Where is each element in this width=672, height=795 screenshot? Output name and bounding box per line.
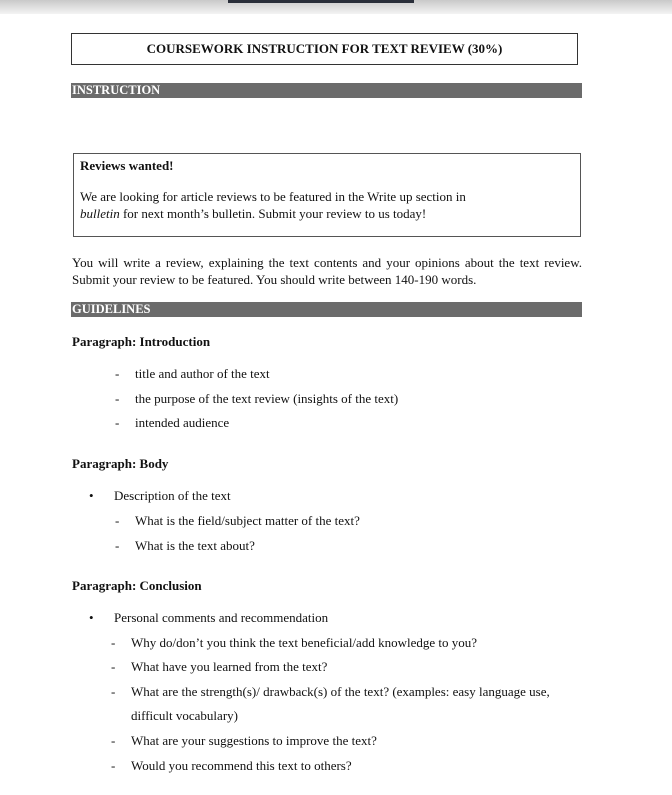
conclusion-item-2: What have you learned from the text? bbox=[131, 659, 328, 674]
dash-mark: - bbox=[115, 538, 120, 553]
body-item-2: What is the text about? bbox=[135, 538, 255, 553]
body-bullet: Description of the text bbox=[114, 488, 231, 503]
intro-paragraph: You will write a review, explaining the text contents and your opinions about the text review. Submit your review to be featured. You should write between 140-190 words. bbox=[72, 255, 582, 287]
dash-mark: - bbox=[111, 684, 116, 699]
bullet-mark: • bbox=[89, 610, 94, 625]
conclusion-bullet: Personal comments and recommendation bbox=[114, 610, 329, 625]
viewer-top-bar bbox=[228, 0, 414, 3]
conclusion-item-4: What are your suggestions to improve the text? bbox=[131, 733, 377, 748]
dash-mark: - bbox=[115, 415, 120, 430]
document-title: COURSEWORK INSTRUCTION FOR TEXT REVIEW (30%) bbox=[71, 33, 578, 65]
notice-line-1: We are looking for article reviews to be featured in the Write up section in bbox=[80, 189, 466, 204]
bullet-mark: • bbox=[89, 488, 94, 503]
notice-italic-word: bulletin bbox=[80, 206, 120, 221]
dash-mark: - bbox=[111, 733, 116, 748]
heading-body: Paragraph: Body bbox=[72, 456, 169, 471]
section-guidelines: GUIDELINES bbox=[71, 302, 582, 317]
dash-mark: - bbox=[111, 659, 116, 674]
heading-introduction: Paragraph: Introduction bbox=[72, 334, 211, 349]
notice-line-2 bbox=[80, 205, 574, 222]
dash-mark: - bbox=[115, 391, 120, 406]
intro-item-2: the purpose of the text review (insights of the text) bbox=[135, 391, 399, 406]
heading-conclusion: Paragraph: Conclusion bbox=[72, 578, 202, 593]
dash-mark: - bbox=[111, 758, 116, 773]
reviews-wanted-box bbox=[73, 153, 581, 237]
notice-line-2-rest: for next month’s bulletin. Submit your review to us today! bbox=[119, 206, 427, 221]
dash-mark: - bbox=[111, 635, 116, 650]
conclusion-item-3-cont: difficult vocabulary) bbox=[131, 708, 238, 723]
intro-item-3: intended audience bbox=[135, 415, 230, 430]
conclusion-item-5: Would you recommend this text to others? bbox=[131, 758, 352, 773]
dash-mark: - bbox=[115, 366, 120, 381]
conclusion-item-1: Why do/don’t you think the text beneficial/add knowledge to you? bbox=[131, 635, 477, 650]
body-item-1: What is the field/subject matter of the text? bbox=[135, 513, 360, 528]
conclusion-item-3: What are the strength(s)/ drawback(s) of the text? (examples: easy language use, bbox=[131, 684, 550, 699]
notice-heading: Reviews wanted! bbox=[80, 158, 174, 173]
dash-mark: - bbox=[115, 513, 120, 528]
intro-item-1: title and author of the text bbox=[135, 366, 270, 381]
section-instruction: INSTRUCTION bbox=[71, 83, 582, 98]
